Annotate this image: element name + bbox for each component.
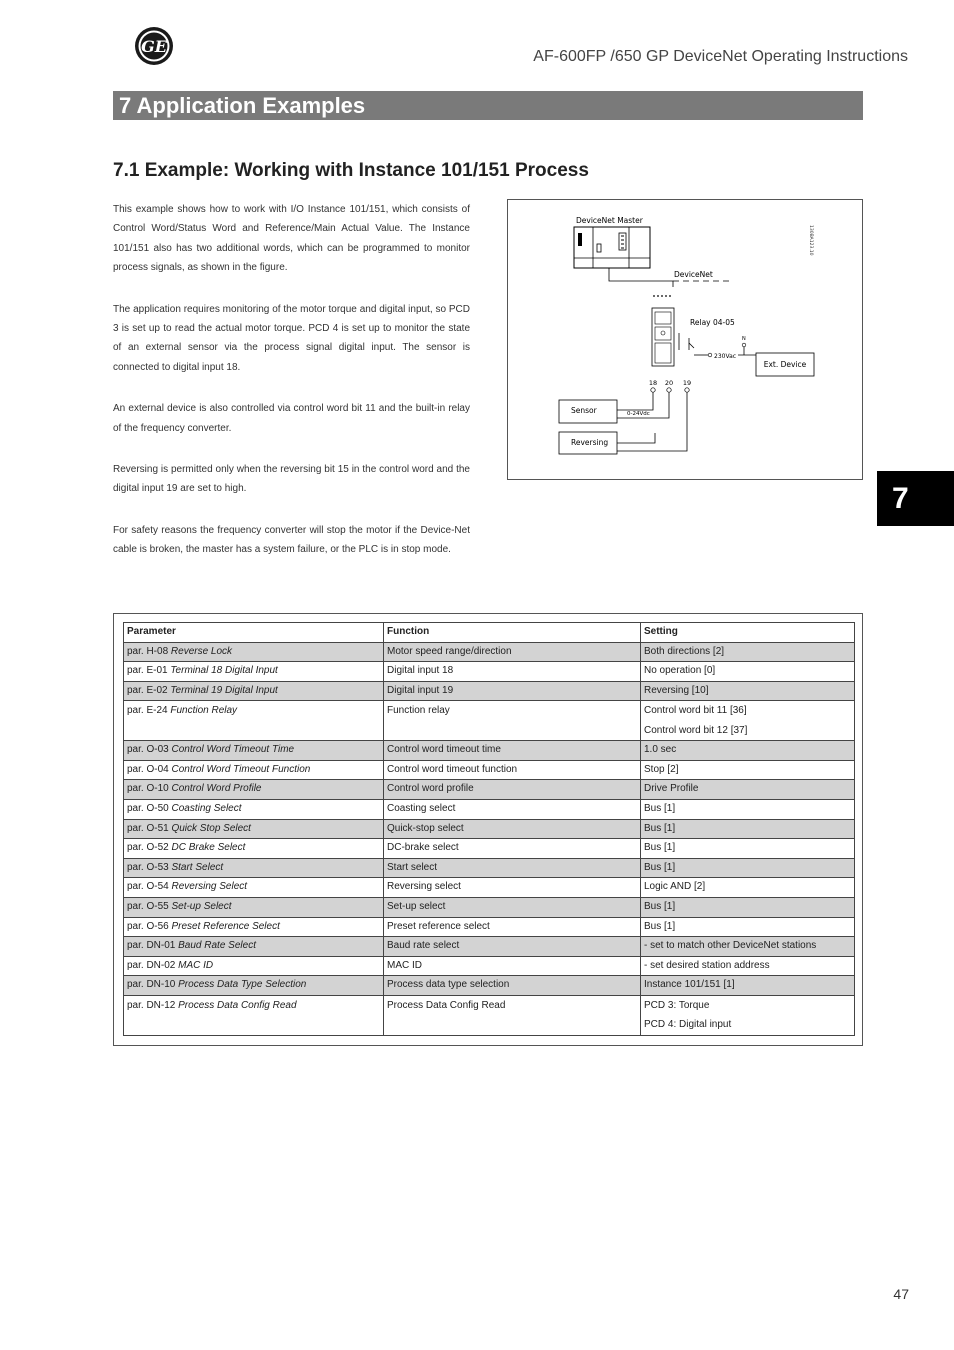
function-cell: Process data type selection [384,976,641,996]
parameter-code: par. O-50 [127,802,172,814]
parameter-cell [124,741,384,761]
parameter-name: Preset Reference Select [171,920,280,932]
setting-cell: - set desired station address [641,956,855,976]
parameter-cell [124,937,384,957]
parameter-name: Coasting Select [171,802,242,814]
setting-line: PCD 3: Torque [644,999,710,1011]
neutral-label: N [742,336,746,342]
parameter-code: par. DN-01 [127,940,179,952]
function-cell: Process Data Config Read [384,995,641,1035]
setting-cell [641,701,855,741]
function-cell: Digital input 18 [384,662,641,682]
master-label: DeviceNet Master [576,216,643,225]
setting-cell: No operation [0] [641,662,855,682]
parameter-name: Control Word Profile [171,783,262,795]
parameter-cell [124,878,384,898]
table-row [124,799,855,819]
master-rack [574,227,650,268]
parameter-name: Control Word Timeout Time [171,744,295,756]
setting-cell: - set to match other DeviceNet stations [641,937,855,957]
function-cell: Start select [384,858,641,878]
parameter-cell [124,976,384,996]
table-row [124,681,855,701]
table-row [124,780,855,800]
function-cell: DC-brake select [384,839,641,859]
chapter-tab: 7 [877,471,954,526]
parameter-table-frame [113,613,863,1046]
logo-text: GE [141,37,167,56]
setting-cell: Drive Profile [641,780,855,800]
parameter-name: Terminal 19 Digital Input [170,684,278,696]
parameter-code: par. O-56 [127,920,172,932]
table-row [124,701,855,741]
terminal-20-label: 20 [664,379,674,387]
function-cell: Baud rate select [384,937,641,957]
parameter-name: DC Brake Select [171,842,246,854]
parameter-code: par. O-54 [127,881,172,893]
parameter-code: par. O-53 [127,861,172,873]
document-title: AF-600FP /650 GP DeviceNet Operating Instructions [533,48,908,65]
function-cell: Coasting select [384,799,641,819]
parameter-code: par. DN-12 [127,999,179,1011]
table-row [124,995,855,1035]
paragraph: This example shows how to work with I/O Instance 101/151, which consists of Control Word/Status Word and Reference/Main Actual Value. The Instance 101/151 also has two additional words, which can be programmed to monitor process signals, as shown in the figure. [113,204,470,274]
parameter-cell [124,760,384,780]
function-cell: Control word timeout time [384,741,641,761]
parameter-cell [124,662,384,682]
parameter-table [123,622,855,1036]
setting-cell: 1.0 sec [641,741,855,761]
table-row [124,858,855,878]
setting-cell: Bus [1] [641,858,855,878]
function-cell: Quick-stop select [384,819,641,839]
setting-cell: Logic AND [2] [641,878,855,898]
column-header-function: Function [384,623,641,643]
setting-cell: Stop [2] [641,760,855,780]
function-cell: Motor speed range/direction [384,642,641,662]
setting-cell: Bus [1] [641,819,855,839]
table-row [124,937,855,957]
wiring-diagram-svg [508,200,864,481]
parameter-cell [124,780,384,800]
parameter-code: par. E-24 [127,705,171,717]
parameter-cell [124,642,384,662]
voltage-label: 230Vac [714,353,737,360]
setting-cell: Bus [1] [641,839,855,859]
table-row [124,897,855,917]
column-header-parameter: Parameter [124,623,384,643]
table-row [124,878,855,898]
chapter-heading: 7 Application Examples [113,91,863,120]
function-cell: Reversing select [384,878,641,898]
function-cell: Function relay [384,701,641,741]
wiring-diagram [507,199,863,480]
table-row [124,642,855,662]
parameter-name: Set-up Select [171,900,232,912]
paragraph: Reversing is permitted only when the reversing bit 15 in the control word and the digital input 19 are set to high. [113,464,470,495]
setting-cell: Reversing [10] [641,681,855,701]
parameter-name: Quick Stop Select [171,822,251,834]
parameter-name: Function Relay [170,705,238,717]
relay-label: Relay 04-05 [690,318,735,327]
parameter-name: Process Data Config Read [178,999,297,1011]
parameter-code: par. O-55 [127,900,172,912]
body-text [113,200,470,582]
table-row [124,819,855,839]
parameter-name: Reverse Lock [170,645,233,657]
parameter-name: Reversing Select [171,881,248,893]
function-cell: Digital input 19 [384,681,641,701]
parameter-name: MAC ID [178,959,214,971]
parameter-cell [124,956,384,976]
sensor-label: Sensor [571,406,597,415]
table-row [124,976,855,996]
terminal-18-label: 18 [648,379,658,387]
parameter-cell [124,681,384,701]
function-cell: Set-up select [384,897,641,917]
parameter-code: par. O-51 [127,822,172,834]
reversing-label: Reversing [571,438,609,447]
bus-label: DeviceNet [674,270,713,279]
parameter-cell [124,819,384,839]
function-cell: Control word profile [384,780,641,800]
function-cell: MAC ID [384,956,641,976]
parameter-code: par. O-04 [127,763,172,775]
table-body [124,642,855,1035]
page-number: 47 [893,1286,909,1302]
parameter-code: par. O-03 [127,744,172,756]
parameter-code: par. O-10 [127,783,172,795]
setting-cell: Both directions [2] [641,642,855,662]
section-heading: 7.1 Example: Working with Instance 101/151 Process [113,160,589,181]
table-row [124,662,855,682]
paragraph: The application requires monitoring of the motor torque and digital input, so PCD 3 is set up to read the actual motor torque. PCD 4 is set up to monitor the state of an external sensor via the process signal digital input. The sensor is connected to digital input 18. [113,303,470,373]
terminal-19-label: 19 [682,379,692,387]
figure-code: 130BA123.10 [808,225,813,256]
paragraph: An external device is also controlled via control word bit 11 and the built-in relay of the frequency converter. [113,403,470,434]
ext-device-label: Ext. Device [763,360,807,369]
parameter-name: Control Word Timeout Function [171,763,311,775]
table-row [124,741,855,761]
parameter-name: Process Data Type Selection [178,979,307,991]
parameter-cell [124,839,384,859]
setting-line: Control word bit 12 [37] [644,724,748,736]
table-row [124,917,855,937]
setting-cell: Bus [1] [641,897,855,917]
parameter-code: par. H-08 [127,645,171,657]
setting-line: PCD 4: Digital input [644,1019,732,1031]
parameter-cell [124,897,384,917]
table-header-row [124,623,855,643]
parameter-code: par. E-02 [127,684,171,696]
parameter-name: Baud Rate Select [178,940,256,952]
parameter-name: Terminal 18 Digital Input [170,665,278,677]
parameter-name: Start Select [171,861,224,873]
setting-cell [641,995,855,1035]
parameter-code: par. DN-02 [127,959,179,971]
parameter-cell [124,799,384,819]
ge-logo-icon [134,26,174,66]
parameter-code: par. DN-10 [127,979,179,991]
ge-logo [134,26,174,66]
function-cell: Preset reference select [384,917,641,937]
column-header-setting: Setting [641,623,855,643]
sensor-voltage-label: 0-24Vdc [627,411,650,417]
setting-cell: Bus [1] [641,917,855,937]
parameter-cell [124,917,384,937]
parameter-cell [124,701,384,741]
table-row [124,839,855,859]
parameter-code: par. O-52 [127,842,172,854]
paragraph: For safety reasons the frequency converter will stop the motor if the Device-Net cable is broken, the master has a system failure, or the PLC is in stop mode. [113,524,470,556]
parameter-cell [124,858,384,878]
setting-cell: Instance 101/151 [1] [641,976,855,996]
setting-line: Control word bit 11 [36] [644,705,747,717]
table-row [124,760,855,780]
function-cell: Control word timeout function [384,760,641,780]
parameter-cell [124,995,384,1035]
setting-cell: Bus [1] [641,799,855,819]
table-row [124,956,855,976]
parameter-code: par. E-01 [127,665,171,677]
